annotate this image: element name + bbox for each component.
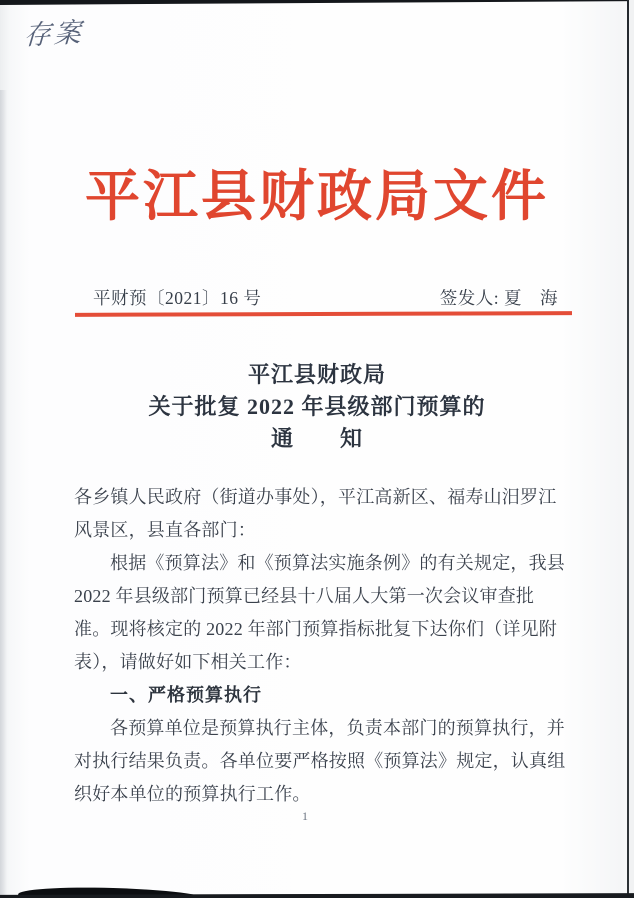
issuer-name: 签发人: 夏 海 xyxy=(439,288,558,308)
body-line: 风景区，县直各部门： xyxy=(74,520,256,540)
scan-bottom-edge xyxy=(0,893,634,898)
body-line: 根据《预算法》和《预算法实施条例》的有关规定，我县 xyxy=(110,553,565,573)
document-masthead-title: 平江县财政局文件 xyxy=(84,166,549,227)
body-line: 各乡镇人民政府（街道办事处），平江高新区、福寿山汨罗江 xyxy=(74,487,557,507)
page-number: 1 xyxy=(302,809,308,823)
body-line: 对执行结果负责。各单位要严格按照《预算法》规定，认真组 xyxy=(74,751,566,771)
scan-top-edge xyxy=(0,0,634,5)
notice-title-line1: 平江县财政局 xyxy=(247,362,386,387)
document-number: 平财预〔2021〕16 号 xyxy=(93,288,262,308)
body-line: 织好本单位的预算执行工作。 xyxy=(74,784,311,804)
body-line: 2022 年县级部门预算已经县十八届人大第一次会议审查批 xyxy=(74,586,535,606)
notice-title-block xyxy=(0,359,634,455)
notice-title-line3: 通 知 xyxy=(270,426,363,451)
red-separator-rule xyxy=(75,311,572,317)
document-info-row xyxy=(75,285,572,309)
notice-title-line2: 关于批复 2022 年县级部门预算的 xyxy=(148,394,486,419)
document-body xyxy=(74,481,574,811)
body-line: 各预算单位是预算执行主体，负责本部门的预算执行，并 xyxy=(110,718,565,738)
section-heading: 一、严格预算执行 xyxy=(110,685,262,705)
handwritten-filing-note: 存案 xyxy=(23,17,85,51)
body-line: 准。现将核定的 2022 年部门预算指标批复下达你们（详见附 xyxy=(74,619,557,639)
body-line: 表），请做好如下相关工作： xyxy=(74,652,302,672)
